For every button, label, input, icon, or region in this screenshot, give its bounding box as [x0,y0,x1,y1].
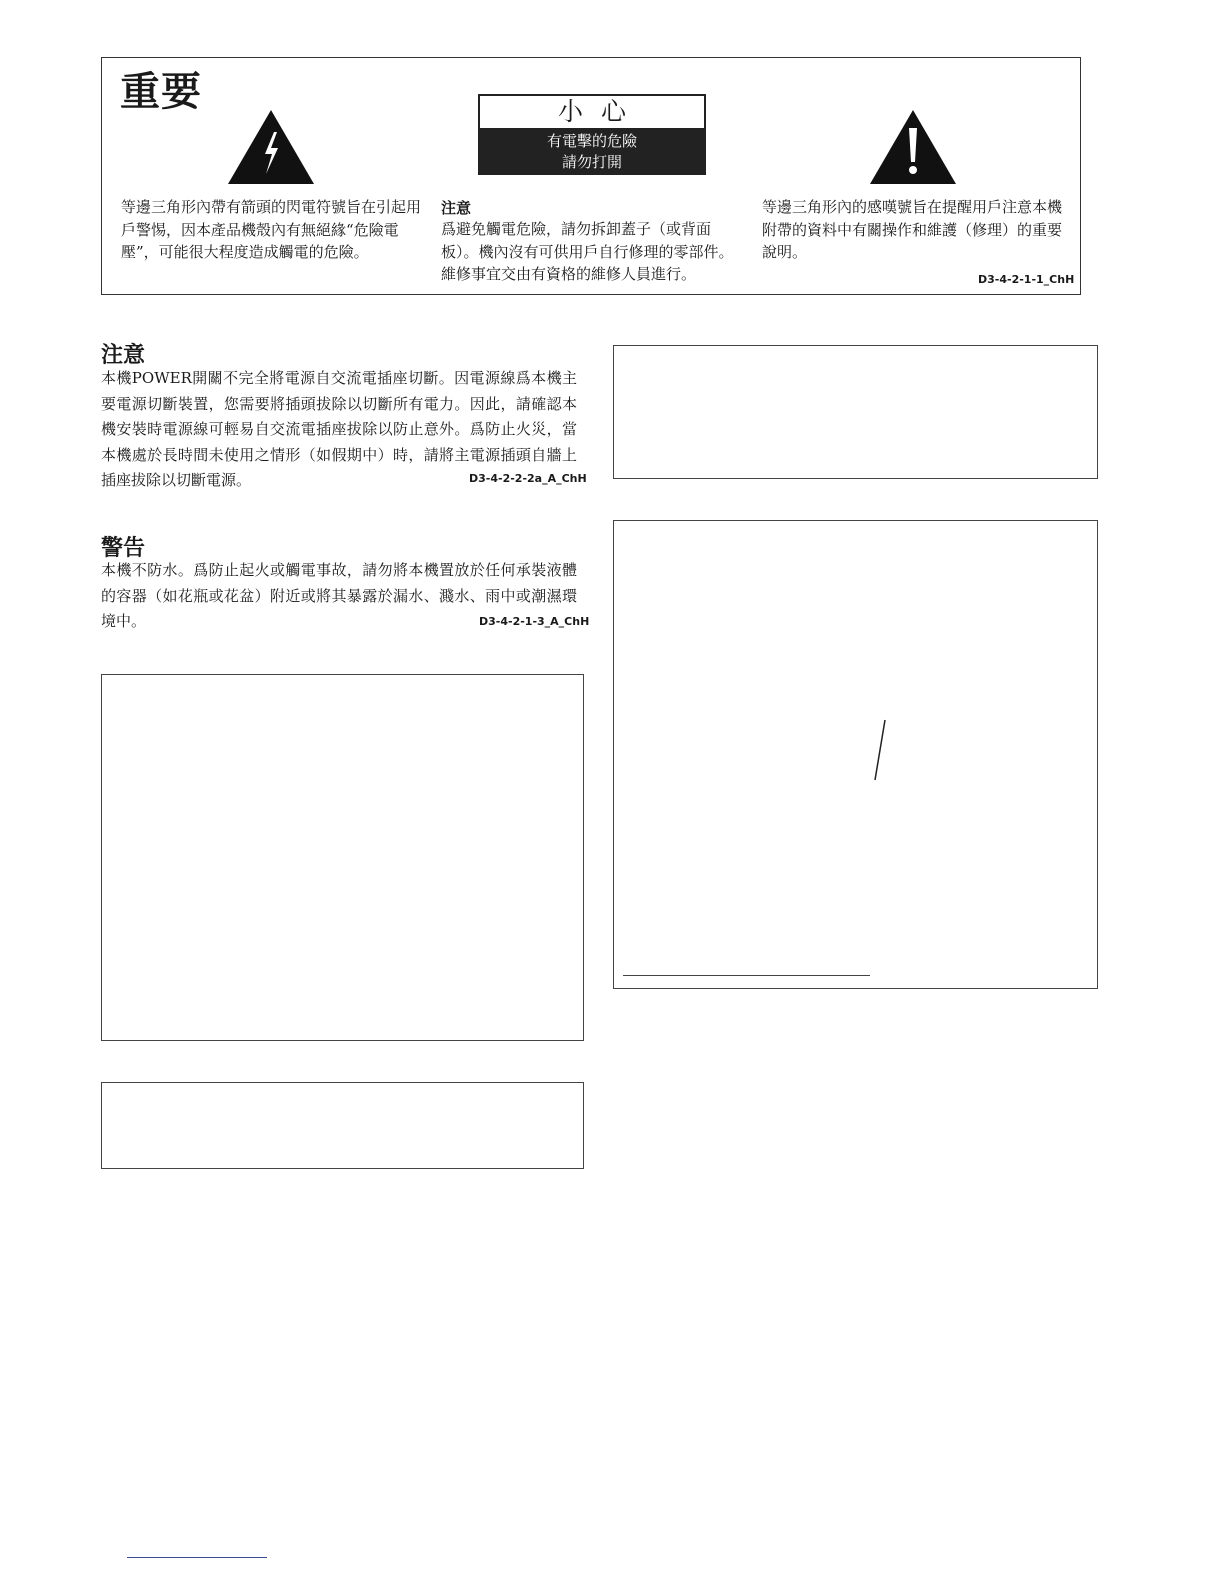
exclamation-warning-icon [870,110,956,184]
notice-heading: 注意 [101,343,146,368]
box-underline [623,975,870,976]
slash-mark [868,718,890,782]
empty-box-left-large [101,674,584,1041]
caution-label-body [480,128,704,173]
caution-explanation: 爲避免觸電危險，請勿拆卸蓋子（或背面板）。機內沒有可供用戶自行修理的零部件。維修事宜交由有資格的維修人員進行。 [441,220,734,283]
lightning-warning-icon [228,110,314,184]
empty-box-right-large [613,520,1098,989]
warning-heading: 警告 [101,536,146,561]
notice-code: D3-4-2-2-2a_A_ChH [469,472,587,485]
caution-label-title: 小心 [480,96,704,128]
notice-text: 本機POWER開關不完全將電源自交流電插座切斷。因電源線爲本機主要電源切斷裝置，您需要將插頭拔除以切斷所有電力。因此，請確認本機安裝時電源線可輕易自交流電插座拔除以防止意外。爲防止火災，當本機處於長時間未使用之情形（如假期中）時，請將主電源插頭自牆上插座拔除以切斷電源。 [101,369,577,489]
document-code: D3-4-2-1-1_ChH [978,273,1075,286]
caution-label-line1: 有電擊的危險 [546,132,637,150]
footer-line [127,1557,267,1558]
caution-label [478,94,706,175]
caution-heading: 注意 [441,199,472,217]
warning-code: D3-4-2-1-3_A_ChH [479,615,590,628]
exclamation-explanation: 等邊三角形內的感嘆號旨在提醒用戶注意本機附帶的資料中有關操作和維護（修理）的重要說明。 [762,198,1063,261]
caution-label-line2: 請勿打開 [561,153,622,171]
important-title: 重要 [120,69,202,115]
warning-text: 本機不防水。爲防止起火或觸電事故，請勿將本機置放於任何承裝液體的容器（如花瓶或花盆）附近或將其暴露於漏水、濺水、雨中或潮濕環境中。 [101,561,577,630]
empty-box-right-top [613,345,1098,479]
empty-box-left-small [101,1082,584,1169]
lightning-explanation: 等邊三角形內帶有箭頭的閃電符號旨在引起用戶警惕，因本產品機殼內有無絕緣“危險電壓”，可能很大程度造成觸電的危險。 [121,198,422,261]
